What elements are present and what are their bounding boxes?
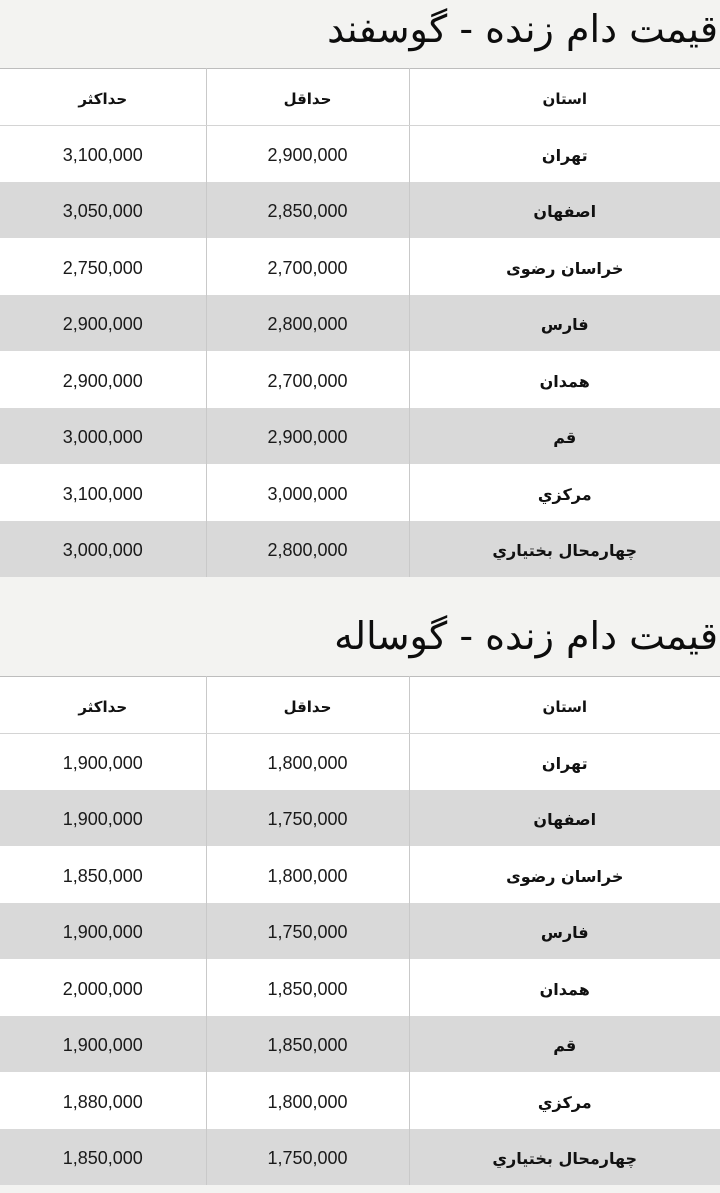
table-row: [0, 408, 720, 465]
table-row: [0, 125, 720, 182]
column-header-min: حداقل: [206, 677, 409, 734]
province-cell: قم: [409, 1016, 720, 1073]
table-row: [0, 351, 720, 408]
max-price-cell: 3,100,000: [0, 464, 206, 521]
min-price-cell: 2,850,000: [206, 182, 409, 239]
table-row: [0, 790, 720, 847]
min-price-cell: 1,800,000: [206, 1072, 409, 1129]
province-cell: تهران: [409, 125, 720, 182]
min-price-cell: 1,850,000: [206, 959, 409, 1016]
sheep-price-title: قیمت دام زنده - گوسفند: [327, 7, 718, 51]
min-price-cell: 1,750,000: [206, 790, 409, 847]
table-row: [0, 182, 720, 239]
province-cell: فارس: [409, 903, 720, 960]
column-header-province: استان: [409, 677, 720, 734]
min-price-cell: 1,750,000: [206, 1129, 409, 1186]
max-price-cell: 3,000,000: [0, 521, 206, 578]
max-price-cell: 2,000,000: [0, 959, 206, 1016]
min-price-cell: 2,800,000: [206, 295, 409, 352]
sheep-price-section: [0, 0, 720, 580]
max-price-cell: 1,850,000: [0, 846, 206, 903]
min-price-cell: 2,800,000: [206, 521, 409, 578]
table-row: [0, 238, 720, 295]
max-price-cell: 3,100,000: [0, 125, 206, 182]
column-header-max: حداکثر: [0, 677, 206, 734]
table-row: [0, 521, 720, 578]
province-cell: چهارمحال بختياري: [409, 521, 720, 578]
province-cell: همدان: [409, 351, 720, 408]
min-price-cell: 2,900,000: [206, 408, 409, 465]
province-cell: قم: [409, 408, 720, 465]
max-price-cell: 1,900,000: [0, 1016, 206, 1073]
max-price-cell: 2,900,000: [0, 351, 206, 408]
table-row: [0, 903, 720, 960]
table-row: [0, 1016, 720, 1073]
max-price-cell: 3,050,000: [0, 182, 206, 239]
province-cell: فارس: [409, 295, 720, 352]
province-cell: خراسان رضوی: [409, 846, 720, 903]
calf-price-section: [0, 580, 720, 1193]
max-price-cell: 1,880,000: [0, 1072, 206, 1129]
province-cell: تهران: [409, 733, 720, 790]
max-price-cell: 1,850,000: [0, 1129, 206, 1186]
calf-price-title: قیمت دام زنده - گوساله: [334, 614, 718, 658]
max-price-cell: 1,900,000: [0, 903, 206, 960]
max-price-cell: 1,900,000: [0, 733, 206, 790]
table-header-row: [0, 69, 720, 126]
table-row: [0, 295, 720, 352]
min-price-cell: 1,800,000: [206, 846, 409, 903]
column-header-min: حداقل: [206, 69, 409, 126]
min-price-cell: 2,900,000: [206, 125, 409, 182]
table-row: [0, 733, 720, 790]
table-row: [0, 1129, 720, 1186]
max-price-cell: 3,000,000: [0, 408, 206, 465]
max-price-cell: 2,900,000: [0, 295, 206, 352]
province-cell: مرکزي: [409, 1072, 720, 1129]
max-price-cell: 1,900,000: [0, 790, 206, 847]
table-header-row: [0, 677, 720, 734]
min-price-cell: 1,800,000: [206, 733, 409, 790]
sheep-price-table: [0, 68, 720, 577]
min-price-cell: 1,750,000: [206, 903, 409, 960]
province-cell: اصفهان: [409, 182, 720, 239]
province-cell: همدان: [409, 959, 720, 1016]
province-cell: مرکزي: [409, 464, 720, 521]
min-price-cell: 3,000,000: [206, 464, 409, 521]
column-header-province: استان: [409, 69, 720, 126]
min-price-cell: 1,850,000: [206, 1016, 409, 1073]
max-price-cell: 2,750,000: [0, 238, 206, 295]
column-header-max: حداکثر: [0, 69, 206, 126]
province-cell: خراسان رضوی: [409, 238, 720, 295]
table-row: [0, 464, 720, 521]
table-row: [0, 1072, 720, 1129]
table-row: [0, 846, 720, 903]
province-cell: اصفهان: [409, 790, 720, 847]
min-price-cell: 2,700,000: [206, 238, 409, 295]
table-row: [0, 959, 720, 1016]
calf-price-table: [0, 676, 720, 1185]
min-price-cell: 2,700,000: [206, 351, 409, 408]
province-cell: چهارمحال بختياري: [409, 1129, 720, 1186]
